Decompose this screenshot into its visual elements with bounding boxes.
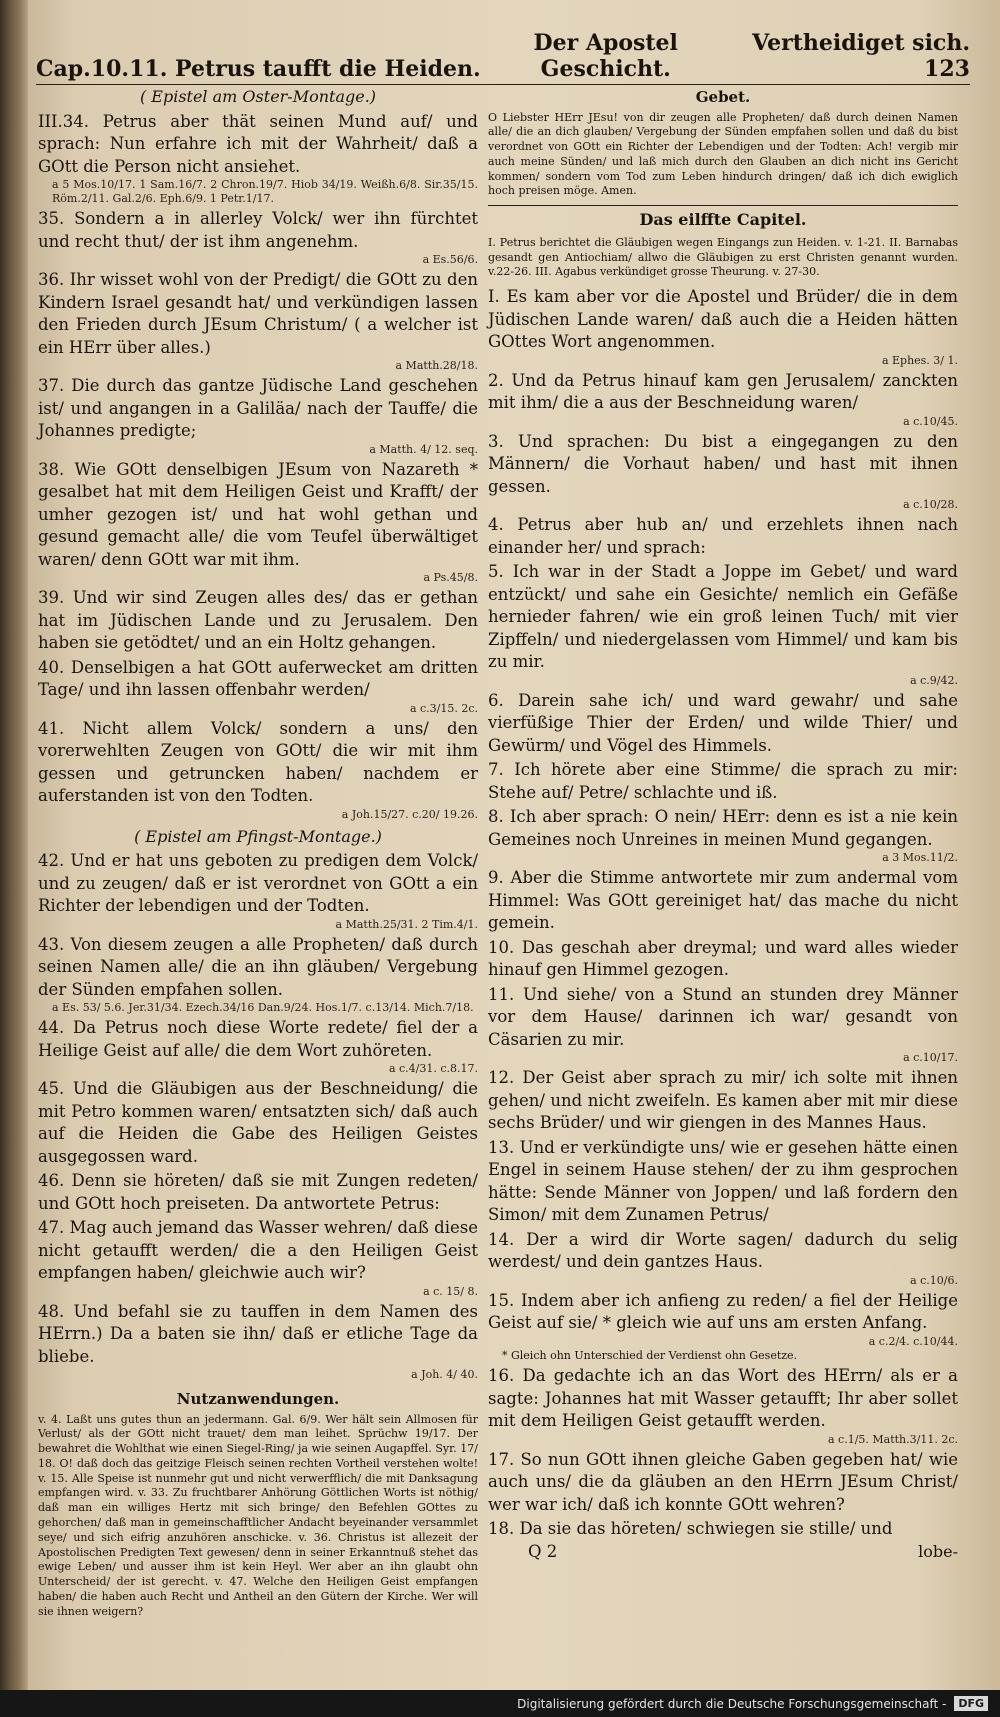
verse-42: 42. Und er hat uns geboten zu predigen dem Volck/ und zu zeugen/ daß er ist verordnet von GOtt a ein Richter der lebendigen und der Todten. bbox=[38, 851, 478, 915]
verse-11-7: 7. Ich hörete aber eine Stimme/ die sprach zu mir: Stehe auf/ Petre/ schlachte und iß. bbox=[488, 760, 958, 802]
verse-35: 35. Sondern a in allerley Volck/ wer ihn fürchtet und recht thut/ der ist ihm angenehm. bbox=[38, 209, 478, 251]
prayer-text: O Liebster HErr JEsu! von dir zeugen alle Propheten/ daß durch deinen Namen alle/ die an dich glauben/ Vergebung der Sünden empfahen sollen und daß du bist verordnet von GOtt ein Richter der Lebendigen und der Todten: Ach! vergib mir auch meine Sünden/ und laß mich durch den Glauben an dich nicht ins Gericht kommen/ sondern vom Tod zum Leben hindurch dringen/ daß ich dich ewiglich hoch preisen möge. Amen. bbox=[488, 110, 958, 198]
verse-11-8: 8. Ich aber sprach: O nein/ HErr: denn es ist a nie kein Gemeines noch Unreines in meinen Mund gegangen. bbox=[488, 807, 958, 849]
running-head bbox=[36, 30, 970, 85]
verse-45: 45. Und die Gläubigen aus der Beschneidung/ die mit Petro kommen waren/ entsatzten sich/ daß auch auf die Heiden die Gabe des Heiligen Geistes ausgegossen ward. bbox=[38, 1079, 478, 1166]
reference-11-3: a c.10/28. bbox=[903, 498, 958, 512]
reference-11-16: a c.1/5. Matth.3/11. 2c. bbox=[827, 1432, 958, 1446]
reference-37: a Matth. 4/ 12. seq. bbox=[369, 442, 478, 456]
running-head-right bbox=[727, 30, 970, 82]
verse-11-11: 11. Und siehe/ von a Stund an stunden drey Männer vor dem Hause/ darinnen ich war/ gesandt von Cäsarien zu mir. bbox=[488, 984, 958, 1049]
verse-11-5: 5. Ich war in der Stadt a Joppe im Gebet/ und ward entzückt/ und sahe ein Gesichte/ nemlich ein Gefäße hernieder fahren/ wie ein groß leinen Tuch/ mit vier Zipffeln/ und niedergelassen vom Himmel/ und kam bis zu mir. bbox=[488, 562, 958, 672]
reference-36: a Matth.28/18. bbox=[395, 359, 478, 372]
verse-37: 37. Die durch das gantze Jüdische Land geschehen ist/ und angangen in a Galiläa/ nach der Tauffe/ die Johannes predigte; bbox=[38, 376, 478, 440]
verse-11-16: 16. Da gedachte ich an das Wort des HErrn/ als er a sagte: Johannes hat mit Wasser getaufft; Ihr aber sollet mit dem Heiligen Geist getaufft werden. bbox=[488, 1366, 958, 1431]
verse-11-2: 2. Und da Petrus hinauf kam gen Jerusalem/ zanckten mit ihm/ die a aus der Beschneidung waren/ bbox=[488, 370, 958, 413]
reference-11-14: a c.10/6. bbox=[910, 1273, 958, 1287]
running-head-right-title: Vertheidiget sich. bbox=[752, 30, 970, 56]
verse-36: 36. Ihr wisset wohl von der Predigt/ die GOtt zu den Kindern Israel gesandt hat/ und verkündigen lassen den Frieden durch JEsum Christum/ ( a welcher ist ein HErr über alles.) bbox=[38, 270, 478, 357]
reference-35: a Es.56/6. bbox=[422, 253, 478, 266]
verse-34: III.34. Petrus aber thät seinen Mund auf/ und sprach: Nun erfahre ich mit der Wahrheit/ daß a GOtt die Person nicht ansiehet. bbox=[38, 111, 478, 176]
left-column bbox=[38, 86, 478, 1620]
reference-11-5: a c.9/42. bbox=[910, 673, 958, 687]
epistle-heading-easter: ( Epistel am Oster-Montage.) bbox=[139, 87, 377, 106]
reference-11-15: a c.2/4. c.10/44. bbox=[868, 1334, 958, 1348]
right-column bbox=[488, 86, 958, 1563]
verse-11-12: 12. Der Geist aber sprach zu mir/ ich solte mit ihnen gehen/ und nicht zweifeln. Es kamen aber mit mir diese sechs Brüder/ und wir giengen in des Mannes Haus. bbox=[488, 1068, 958, 1133]
signature-mark: Q 2 bbox=[528, 1541, 558, 1561]
verse-11-10: 10. Das geschah aber dreymal; und ward alles wieder hinauf gen Himmel gezogen. bbox=[488, 937, 958, 980]
verse-47: 47. Mag auch jemand das Wasser wehren/ daß diese nicht getaufft werden/ die a den Heiligen Geist empfangen haben/ gleichwie auch wir? bbox=[38, 1218, 478, 1282]
page-number: 123 bbox=[924, 56, 970, 82]
catchword: lobe- bbox=[918, 1541, 958, 1561]
verse-11-13: 13. Und er verkündigte uns/ wie er gesehen hätte einen Engel in seinem Hause stehen/ der zu ihm gesprochen hätte: Sende Männer von Joppen/ und laß fordern den Simon/ mit dem Zunamen Petrus/ bbox=[488, 1137, 958, 1225]
reference-40: a c.3/15. 2c. bbox=[409, 701, 478, 715]
verse-11-14: 14. Der a wird dir Worte sagen/ dadurch du selig werdest/ und dein gantzes Haus. bbox=[488, 1229, 958, 1272]
signature-row bbox=[488, 1541, 958, 1564]
reference-34: a 5 Mos.10/17. 1 Sam.16/7. 2 Chron.19/7. Hiob 34/19. Weißh.6/8. Sir.35/15. Röm.2/11. Gal.2/6. Eph.6/9. 1 Petr.1/17. bbox=[52, 178, 478, 205]
verse-40: 40. Denselbigen a hat GOtt auferwecket am dritten Tage/ und ihn lassen offenbahr werden/ bbox=[38, 657, 478, 699]
prayer-title: Gebet. bbox=[695, 88, 751, 106]
verse-11-4: 4. Petrus aber hub an/ und erzehlets ihnen nach einander her/ und sprach: bbox=[488, 515, 958, 557]
reference-47: a c. 15/ 8. bbox=[423, 1284, 478, 1298]
footer-bar bbox=[0, 1690, 1000, 1717]
reference-42: a Matth.25/31. 2 Tim.4/1. bbox=[335, 917, 478, 931]
running-head-left: Cap.10.11. Petrus taufft die Heiden. bbox=[36, 56, 481, 82]
verse-48: 48. Und befahl sie zu tauffen in dem Namen des HErrn.) Da a baten sie ihn/ daß er etliche Tage da bliebe. bbox=[38, 1301, 478, 1366]
reference-11-11: a c.10/17. bbox=[903, 1051, 958, 1065]
verse-11-3: 3. Und sprachen: Du bist a eingegangen zu den Männern/ die Vorhaut haben/ und hast mit ihnen gessen. bbox=[488, 431, 958, 496]
verse-46: 46. Denn sie höreten/ daß sie mit Zungen redeten/ und GOtt hoch preiseten. Da antwortete Petrus: bbox=[38, 1171, 478, 1213]
running-head-center: Der Apostel Geschicht. bbox=[533, 30, 678, 82]
dfg-logo: DFG bbox=[954, 1696, 988, 1711]
reference-41: a Joh.15/27. c.20/ 19.26. bbox=[341, 807, 478, 821]
reference-11-1: a Ephes. 3/ 1. bbox=[881, 353, 958, 367]
reference-44: a c.4/31. c.8.17. bbox=[388, 1062, 478, 1075]
verse-41: 41. Nicht allem Volck/ sondern a uns/ den vorerwehlten Zeugen von GOtt/ die wir mit ihm gessen und getruncken haben/ nachdem er auferstanden ist von den Todten. bbox=[38, 718, 478, 805]
chapter-title: Das eilffte Capitel. bbox=[488, 205, 958, 232]
application-text: v. 4. Laßt uns gutes thun an jedermann. Gal. 6/9. Wer hält sein Allmosen für Verlust/ als der GOtt nicht trauet/ dem man leihet. Sprüchw 19/17. Der bewahret die Wohlthat wie einen Siegel-Ring/ ja wie seinen Augapffel. Syr. 17/ 18. O! daß doch das geitzige Fleisch seinen rechten Vortheil verstehen wolte! v. 15. Alle Speise ist nunmehr gut und nicht verwerfflich/ die mit Danksagung empfangen wird. v. 33. Zu fruchtbarer Anhörung Göttlichen Worts ist nöthig/ daß man ein williges Hertz mit sich bringe/ den Befehlen GOttes zu gehorchen/ daß man in gemeinschafftlicher Andacht beyeinander versammlet seye/ und sich eifrig anzuhören anschicke. v. 36. Christus ist allezeit der Apostolischen Predigten Text gewesen/ denn in seiner Erkanntnuß stehet das ewige Leben/ und ausser ihm ist kein Heyl. Wer aber an ihn glaubt ohn Unterscheid/ der ist gerecht. v. 47. Welche den Heiligen Geist empfangen haben/ die haben auch Recht und Antheil an den Gütern der Kirche. Wer will sie ihnen weigern? bbox=[38, 1412, 478, 1618]
verse-11-18: 18. Da sie das höreten/ schwiegen sie stille/ und bbox=[488, 1519, 893, 1539]
epistle-heading-pentecost: ( Epistel am Pfingst-Montage.) bbox=[134, 826, 382, 846]
book-binding bbox=[0, 0, 28, 1717]
chapter-summary: I. Petrus berichtet die Gläubigen wegen Eingangs zun Heiden. v. 1-21. II. Barnabas gesandt gen Antiochiam/ allwo die Gläubigen zu erst Christen genannt wurden. v.22-26. III. Agabus verkündiget grosse Theurung. v. 27-30. bbox=[488, 235, 958, 279]
funding-credit: Digitalisierung gefördert durch die Deutsche Forschungsgemeinschaft - bbox=[517, 1696, 947, 1711]
verse-11-1: I. Es kam aber vor die Apostel und Brüder/ die in dem Jüdischen Lande waren/ daß auch die a Heiden hätten GOttes Wort angenommen. bbox=[488, 287, 958, 352]
verse-43: 43. Von diesem zeugen a alle Propheten/ daß durch seinen Namen alle/ die an ihn gläuben/ Vergebung der Sünden empfahen sollen. bbox=[38, 934, 478, 999]
verse-44: 44. Da Petrus noch diese Worte redete/ fiel der a Heilige Geist auf alle/ die dem Wort zuhöreten. bbox=[38, 1018, 478, 1060]
verse-11-9: 9. Aber die Stimme antwortete mir zum andermal vom Himmel: Was GOtt gereiniget hat/ das mache du nicht gemein. bbox=[488, 868, 958, 933]
reference-11-2: a c.10/45. bbox=[903, 414, 958, 428]
reference-38: a Ps.45/8. bbox=[423, 571, 478, 584]
book-page bbox=[28, 0, 1000, 1690]
verse-11-6: 6. Darein sahe ich/ und ward gewahr/ und sahe vierfüßige Thier der Erden/ und wilde Thier/ und Gewürm/ und Vögel des Himmels. bbox=[488, 690, 958, 755]
verse-39: 39. Und wir sind Zeugen alles des/ das er gethan hat im Jüdischen Lande und zu Jerusalem. Den haben sie getödtet/ und an ein Holtz gehangen. bbox=[38, 588, 478, 652]
verse-38: 38. Wie GOtt denselbigen JEsum von Nazareth * gesalbet hat mit dem Heiligen Geist und Krafft/ der umher gezogen ist/ und hat wohl gethan und gesund gemacht alle/ die vom Teufel überwältiget waren/ denn GOtt war mit ihm. bbox=[38, 459, 478, 569]
note-11-15: * Gleich ohn Unterschied der Verdienst ohn Gesetze. bbox=[502, 1348, 798, 1362]
verse-11-17: 17. So nun GOtt ihnen gleiche Gaben gegeben hat/ wie auch uns/ die da gläuben an den HErrn JEsum Christ/ wer war ich/ daß ich konnte GOtt wehren? bbox=[488, 1449, 958, 1514]
application-title: Nutzanwendungen. bbox=[176, 1390, 340, 1408]
reference-43: a Es. 53/ 5.6. Jer.31/34. Ezech.34/16 Dan.9/24. Hos.1/7. c.13/14. Mich.7/18. bbox=[52, 1001, 474, 1014]
verse-11-15: 15. Indem aber ich anfieng zu reden/ a fiel der Heilige Geist auf sie/ * gleich wie auf uns am ersten Anfang. bbox=[488, 1290, 958, 1333]
reference-11-8: a 3 Mos.11/2. bbox=[882, 851, 958, 865]
reference-48: a Joh. 4/ 40. bbox=[411, 1368, 478, 1381]
